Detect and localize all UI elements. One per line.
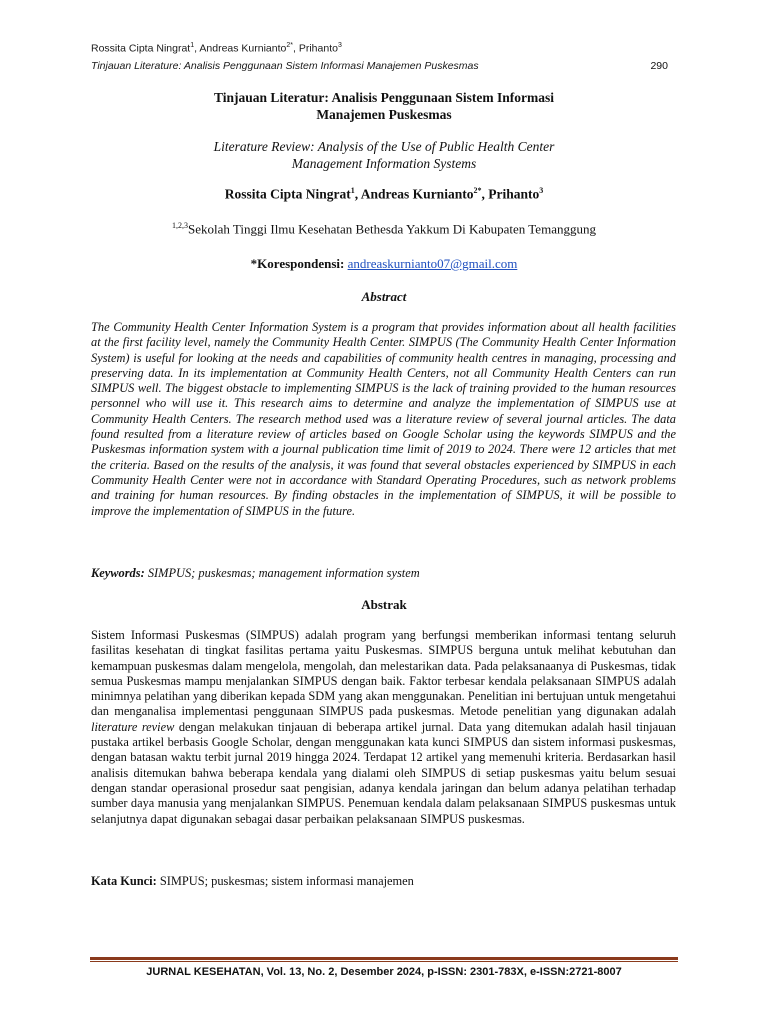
keywords (91, 566, 676, 581)
abstrak-body-part-1: Sistem Informasi Puskesmas (SIMPUS) adalah program yang berfungsi memberikan informasi tentang seluruh fasilitas kesehatan di tingkat fasilitas pertama yaitu Puskesmas. SIMPUS berguna untuk melihat kebutuhan dan kemampuan puskesmas dalam mengelola, mengolah, dan melestarikan data. Pada pelaksanaanya di Puskesmas, tidak semua Puskesmas mampu menjalankan SIMPUS dengan baik. Faktor terbesar kendala pelaksanaan SIMPUS adalah minimnya pelatihan yang diberikan kepada SDM yang akan menggunakan. Penelitian ini bertujuan untuk mengetahui dan menganalisa implementasi penggunaan SIMPUS pada puskesmas. Metode penelitian yang digunakan adalah (91, 628, 676, 719)
keywords-label: Keywords: (91, 566, 145, 580)
running-header-authors: Rossita Cipta Ningrat$^1$, Andreas Kurnianto$^{2*}$, Prihanto$^3$ (91, 42, 342, 55)
affiliation-sup: 1,2,3 (172, 221, 189, 230)
paper-title-line-2: Manajemen Puskesmas (316, 107, 452, 122)
header-author-1: Rossita Cipta Ningrat (91, 42, 191, 55)
page-number: 290 (650, 60, 668, 72)
affiliation (88, 221, 680, 237)
kata-kunci-label: Kata Kunci: (91, 874, 157, 888)
running-header-title: Tinjauan Literature: Analisis Penggunaan Sistem Informasi Manajemen Puskesmas (91, 60, 479, 72)
header-author-1-sup: 1 (190, 42, 195, 49)
keywords-text: SIMPUS; puskesmas; management information system (147, 566, 420, 580)
paper-title-line-1: Tinjauan Literatur: Analisis Penggunaan Sistem Informasi (214, 90, 554, 105)
kata-kunci-text: SIMPUS; puskesmas; sistem informasi manajemen (159, 874, 414, 888)
header-author-2-sup: 2* (286, 42, 293, 49)
journal-footer: JURNAL KESEHATAN, Vol. 13, No. 2, Desember 2024, p-ISSN: 2301-783X, e-ISSN:2721-8007 (146, 966, 622, 978)
header-author-3-sup: 3 (337, 42, 342, 49)
correspondence-label: *Korespondensi: (250, 256, 345, 271)
paper-title (88, 89, 680, 123)
english-title-line-2: Management Information Systems (291, 156, 477, 171)
footer-rule-thin (90, 961, 678, 962)
abstract-body: The Community Health Center Information System is a program that provides information about all health facilities at the first facility level, namely the Community Health Center. SIMPUS (The Community Health Center Information System) is useful for looking at the needs and capabilities of community health centres in managing, processing and preserving data. In its implementation at Community Health Centers, not all Community Health Centers can run SIMPUS well. The biggest obstacle to implementing SIMPUS is the lack of training provided to the human resources personnel who will use it. This research aims to determine and analyze the implementation of SIMPUS use at Community Health Centers. The research method used was a literature review of several journal articles. The data found resulted from a literature review of articles based on Google Scholar using the keywords SIMPUS and the Puskesmas information system with a journal publication time limit of 2019 to 2024. There were 12 articles that met the criteria. Based on the results of the analysis, it was found that several obstacles experienced by SIMPUS in each Community Health Center were not in accordance with Standard Operating Procedures, such as network problems and training for human resources. By finding obstacles in the implementation of SIMPUS, it will be possible to improve the implementation of SIMPUS in the future. (91, 320, 676, 518)
abstrak-body (91, 628, 676, 827)
author-1-sup: 1 (350, 186, 355, 195)
header-author-3: Prihanto (298, 42, 338, 55)
author-3: Prihanto (488, 186, 540, 202)
author-1: Rossita Cipta Ningrat (224, 186, 351, 202)
author-2: Andreas Kurnianto (360, 186, 474, 202)
correspondence-email-link[interactable]: andreaskurnianto07@gmail.com (347, 256, 518, 271)
abstrak-heading: Abstrak (361, 597, 407, 612)
author-3-sup: 3 (539, 186, 544, 195)
abstrak-body-part-2: dengan melakukan tinjauan di beberapa artikel jurnal. Data yang ditemukan adalah hasil tinjauan pustaka artikel berbasis Google Scholar, dengan menggunakan kata kunci SIMPUS dan sistem informasi puskesmas, dengan batasan waktu terbit jurnal 2019 hingga 2024. Terdapat 12 artikel yang memenuhi kriteria. Berdasarkan hasil analisis ditemukan bahwa beberapa kendala yang dialami oleh SIMPUS di setiap puskesmas yaitu belum sesuai dengan standar operasional prosedur saat pengisian, adanya kendala jaringan dan belum adanya pelatihan terhadap sumber daya manusia yang menjalankan SIMPUS. Penemuan kendala dalam pelaksanaan SIMPUS puskesmas untuk selanjutnya dapat digunakan sebagai dasar perbaikan pelaksanaan SIMPUS puskesmas. (91, 719, 676, 826)
abstrak-italic-term: literature review (91, 719, 175, 734)
footer-rule-thick (90, 957, 678, 960)
kata-kunci (91, 874, 676, 889)
author-list: Rossita Cipta Ningrat$^1$, Andreas Kurnianto$^{2*}$, Prihanto$^3$ (224, 186, 544, 202)
english-title-line-1: Literature Review: Analysis of the Use of Public Health Center (213, 139, 555, 154)
correspondence (88, 256, 680, 272)
header-author-2: Andreas Kurnianto (199, 42, 287, 55)
abstract-heading: Abstract (361, 289, 407, 304)
author-2-sup: 2* (473, 186, 482, 195)
english-title (88, 138, 680, 172)
affiliation-text: Sekolah Tinggi Ilmu Kesehatan Bethesda Yakkum Di Kabupaten Temanggung (188, 221, 596, 237)
